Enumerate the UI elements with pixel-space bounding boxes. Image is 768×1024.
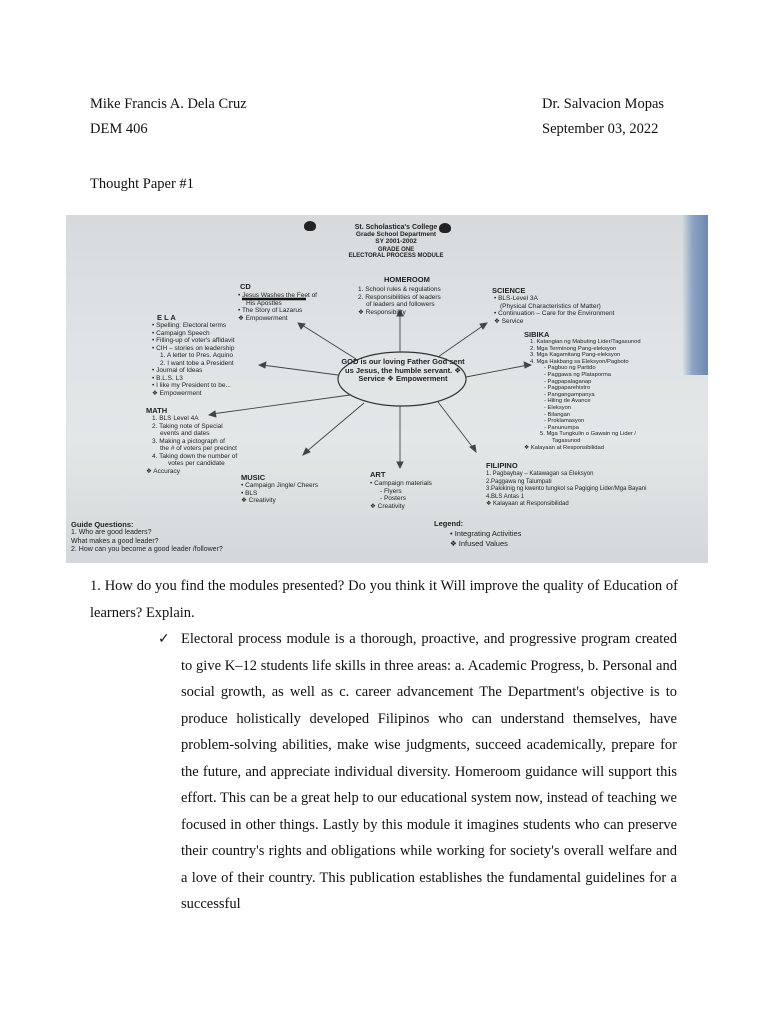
sibika-line: - Panunumpa — [544, 424, 579, 431]
art-line: - Posters — [380, 495, 407, 502]
music-title: MUSIC — [241, 473, 266, 482]
science-line: • BLS-Level 3A — [494, 295, 538, 302]
ela-line: 1. A letter to Pres. Aquino — [160, 352, 233, 359]
cd-line: ❖ Empowerment — [238, 314, 288, 322]
science-line: (Physical Characteristics of Matter) — [500, 302, 601, 310]
filipino-line: 2.Paggawa ng Talumpati — [486, 478, 552, 485]
sibika-line: 3. Mga Kagamitang Pang-eleksyon — [530, 352, 621, 359]
sibika-line: 4. Mga Hakbang sa Eleksyon/Pagboto — [530, 358, 629, 365]
math-title: MATH — [146, 406, 168, 415]
arrow-cd — [302, 325, 356, 359]
ela-line: • Campaign Speech — [152, 329, 210, 337]
ela-line: • Filling-up of voter's affidavit — [152, 337, 235, 344]
ela-line: 2. I want tobe a President — [160, 359, 234, 367]
filipino-line: ❖ Kalayaan at Responsibilidad — [486, 501, 569, 507]
sibika-title: SIBIKA — [524, 330, 550, 339]
filipino-title: FILIPINO — [486, 461, 518, 470]
center-line: GOD is our loving Father — [341, 357, 431, 366]
ela-title: E L A — [157, 313, 176, 322]
art-line: • Campaign materials — [370, 480, 432, 487]
filipino-line: 3.Pakikinig ng kwento tungkol sa Pagiging Lider/Mga Bayani — [486, 486, 647, 492]
ela-line: • Journal of Ideas — [152, 367, 203, 374]
answer-1: Electoral process module is a thorough, proactive, and progressive program created to give K–12 students life skills in three areas: a. Academic Progress, b. Personal and social growth, as well as c. career advancement The Department's objective is to produce holistically developed Filipinos who can understand themselves, have problem-solving abilities, make wise judgments, succeed academically, prepare for the future, and appreciate individual diversity. Homeroom guidance will support this effort. This can be a great help to our educational system now, instead of teaching we focused in other things. Lastly by this module it imagines students who can preserve their country's rights and obligations while working for society's overall welfare and a love of their country. This publication establishes the fundamental guidelines for a successful — [181, 631, 677, 912]
paper-date: September 03, 2022 — [542, 121, 659, 137]
music-line: ❖ Creativity — [241, 497, 276, 504]
sibika-line: Tagasunod — [552, 437, 581, 444]
guide-line: What makes a good leader? — [71, 537, 159, 545]
instructor-name: Dr. Salvacion Mopas — [542, 96, 665, 112]
science-line: • Continuation – Care for the Environment — [494, 310, 615, 317]
guide-title: Guide Questions: — [71, 520, 134, 529]
school-year: SY 2001-2002 — [375, 238, 417, 245]
math-line: events and dates — [160, 430, 210, 437]
math-line: ❖ Accuracy — [146, 467, 181, 475]
sibika-line: - Pagbuo ng Partido — [544, 365, 596, 372]
art-line: ❖ Creativity — [370, 502, 405, 510]
homeroom-line: 1. School rules & regulations — [358, 286, 441, 293]
module-photo — [66, 215, 708, 563]
science-line: ❖ Service — [494, 317, 524, 325]
arrow-filipino — [438, 402, 474, 449]
grade-label: GRADE ONE — [377, 247, 415, 253]
sibika-line: 5. Mga Tungkulin o Gawain ng Lider / — [540, 431, 637, 438]
ela-line: • I like my President to be... — [152, 382, 231, 389]
sibika-line: ❖ Kalayaan at Responsibilidad — [524, 444, 604, 451]
science-title: SCIENCE — [492, 286, 526, 295]
module-title-block — [311, 224, 481, 259]
homeroom-title: HOMEROOM — [384, 275, 430, 284]
arrow-math — [212, 395, 350, 414]
question-1: 1. How do you find the modules presented? Do you think it Will improve the quality of Education of learners? Explain. — [90, 578, 678, 621]
legend-title: Legend: — [434, 519, 464, 528]
paper-title: Thought Paper #1 — [90, 176, 194, 192]
checkmark-icon: ✓ — [158, 631, 170, 647]
ela-line: • Spelling: Electoral terms — [152, 322, 227, 329]
art-list — [370, 480, 432, 510]
sibika-line: 2. Mga Terminong Pang-eleksyon — [530, 345, 617, 352]
guide-list — [71, 529, 223, 555]
sibika-line: 1. Katangian ng Mabuting Lider/Tagasunod — [530, 339, 641, 345]
math-line: 3. Making a pictograph of — [152, 437, 225, 445]
school-name: St. Scholastica's College — [354, 224, 438, 231]
science-list — [494, 295, 614, 325]
cd-line: • The Story of Lazarus — [238, 307, 303, 314]
sibika-line: - Pagpapalaganap — [544, 378, 592, 385]
sibika-line: - Hiling de Avance — [544, 398, 591, 405]
sibika-line: - Pagpaparehistro — [544, 385, 591, 392]
module-title: ELECTORAL PROCESS MODULE — [348, 253, 444, 259]
legend-line: • Integrating Activities — [450, 529, 522, 538]
ela-list — [152, 322, 235, 397]
filipino-list — [486, 471, 646, 509]
homeroom-line: of leaders and followers — [366, 301, 435, 308]
course-code: DEM 406 — [90, 121, 148, 137]
ela-line: ❖ Empowerment — [152, 389, 202, 397]
arrow-science — [438, 325, 484, 357]
art-title: ART — [370, 470, 386, 479]
center-line: the humble servant. — [381, 365, 453, 375]
ela-line: • CIH – stories on leadership — [152, 344, 235, 352]
sibika-line: - Paggawa ng Plataporma — [544, 371, 612, 378]
math-line: 2. Taking note of Special — [152, 422, 223, 430]
arrow-music — [306, 403, 364, 452]
sibika-line: - Proklamasyon — [544, 418, 585, 425]
music-line: • BLS — [241, 489, 258, 497]
homeroom-line: ❖ Responsibility — [358, 308, 406, 316]
cd-line: His Apostles — [246, 299, 282, 307]
music-list — [241, 482, 318, 505]
center-line: God sent us Jesus, — [345, 357, 465, 375]
sibika-line: - Eleksyon — [544, 404, 572, 411]
homeroom-line: 2. Responsibilities of leaders — [358, 293, 441, 301]
art-line: - Flyers — [380, 487, 402, 495]
sibika-line: - Bilangan — [544, 411, 571, 418]
sibika-list — [524, 339, 641, 451]
math-list — [146, 415, 237, 475]
cd-line: • Jesus Washes the Feet of — [238, 292, 317, 299]
legend-list — [450, 529, 521, 549]
filipino-line: 4.BLS Antas 1 — [486, 493, 525, 500]
center-line: ❖ Service — [358, 365, 461, 383]
math-line: 1. BLS Level 4A — [152, 415, 199, 422]
homeroom-list — [358, 286, 441, 316]
music-line: • Campaign Jingle/ Cheers — [241, 482, 319, 489]
guide-line: 2. How can you become a good leader /follower? — [71, 546, 223, 553]
math-line: votes per candidate — [168, 460, 225, 467]
cd-title: CD — [240, 282, 251, 291]
sibika-line: - Pangangampanya — [544, 391, 595, 398]
arrow-sibika — [466, 365, 528, 377]
student-name: Mike Francis A. Dela Cruz — [90, 96, 247, 112]
filipino-line: 1. Pagbaybay – Katawagan sa Eleksyon — [486, 471, 594, 477]
guide-line: 1. Who are good leaders? — [71, 529, 152, 536]
cd-list — [238, 292, 317, 322]
legend-line: ❖ Infused Values — [450, 539, 508, 548]
arrow-ela — [262, 365, 338, 375]
center-statement — [338, 358, 468, 384]
math-line: the # of voters per precinct — [160, 445, 237, 452]
department: Grade School Department — [355, 231, 437, 238]
ela-line: • B.L.S. L3 — [152, 374, 183, 382]
center-line: ❖ Empowerment — [387, 374, 448, 383]
math-line: 4. Taking down the number of — [152, 452, 238, 460]
